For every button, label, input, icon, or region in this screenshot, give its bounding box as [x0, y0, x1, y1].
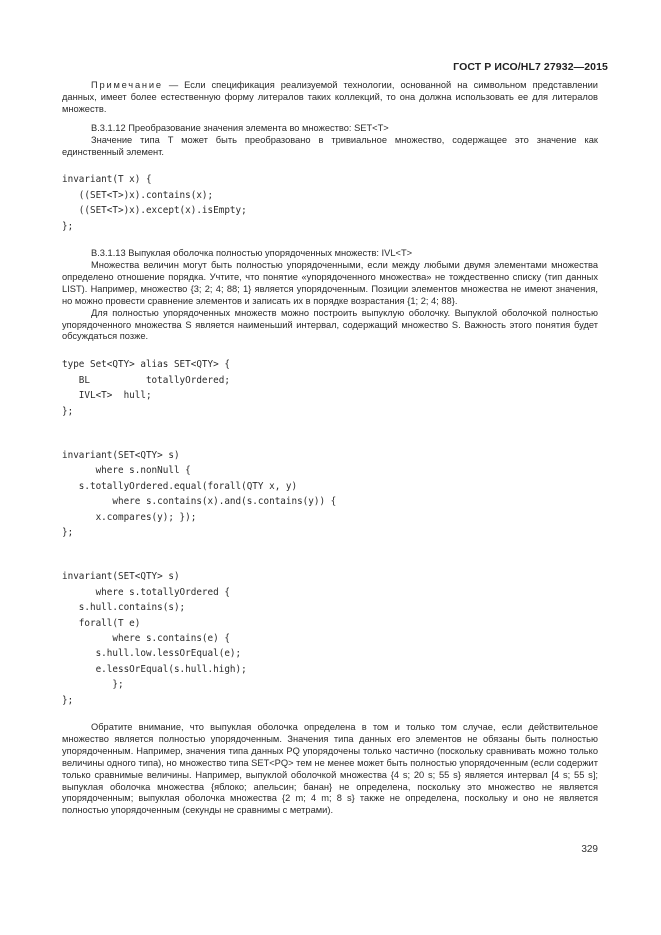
code-line: }; [62, 526, 74, 538]
code-line: where s.nonNull { [62, 465, 191, 477]
note-text: — Если спецификация реализуемой технологии, основанной на символьном представлении данных, имеет более естественную форму литералов таких коллекций, то она должна использовать ее для литералов множеств. [62, 80, 598, 114]
code-block-type-set [62, 357, 598, 419]
code-line: forall(T e) [62, 617, 141, 629]
code-line: invariant(SET<QTY> s) [62, 449, 180, 461]
code-block-invariant-nonnull [62, 448, 598, 540]
section-text-b3112: Значение типа T может быть преобразовано в тривиальное множество, содержащее это значение как единственный элемент. [62, 134, 598, 157]
code-line: type Set<QTY> alias SET<QTY> { [62, 359, 230, 371]
code-line: IVL<T> hull; [62, 390, 152, 402]
code-line: where s.contains(x).and(s.contains(y)) { [62, 496, 337, 508]
section-heading-b3113: В.3.1.13 Выпуклая оболочка полностью упорядоченных множеств: IVL<T> [91, 248, 413, 259]
code-line: e.lessOrEqual(s.hull.high); [62, 663, 247, 675]
code-line: }; [62, 679, 124, 691]
code-line: s.hull.low.lessOrEqual(e); [62, 648, 242, 660]
document-header: ГОСТ Р ИСО/HL7 27932—2015 [453, 61, 608, 73]
code-line: s.totallyOrdered.equal(forall(QTY x, y) [62, 480, 298, 492]
page-number: 329 [581, 844, 598, 855]
code-line: invariant(T x) { [62, 174, 152, 186]
closing-paragraph: Обратите внимание, что выпуклая оболочка определена в том и только том случае, если действительное множество является полностью упорядоченным. Значения типа данных его элементов не обязаны быть полностью упорядоченным. Например, значения типа данных PQ упорядочены только частично (поскольку сравнивать можно только величины одного типа), но множество типа SET<PQ> тем не менее может быть полностью упорядоченным (если содержит только сравнимые величины. Например, выпуклой оболочкой множества {4 s; 20 s; 55 s} является интервал [4 s; 55 s]; выпуклая оболочка множества {яблоко; апельсин; банан} не определена, поскольку это множество не является упорядоченным; выпуклая оболочка множества {2 m; 4 m; 8 s} также не определена, поскольку и оно не является полностью упорядоченным (секунды не сравнимы с метрами). [62, 722, 598, 816]
section-para-2-b3113: Для полностью упорядоченных множеств можно построить выпуклую оболочку. Выпуклой оболочкой полностью упорядоченного множества S является наименьший интервал, содержащий множество S. Важность этого понятия будет обсуждаться позже. [62, 307, 598, 342]
section-para-1-b3113: Множества величин могут быть полностью упорядоченными, если между любыми двумя элементами множества определено отношение порядка. Учтите, что понятие «упорядоченного множества» не тождественно списку (тип данных LIST). Например, множество {3; 2; 4; 88; 1} является упорядоченным. Позиции элементов множества не имеют значения, но можно провести сравнение элементов и записать их в порядке возрастания {1; 2; 4; 88}. [62, 259, 598, 306]
code-line: }; [62, 405, 74, 417]
code-line: }; [62, 694, 74, 706]
code-block-invariant-T [62, 172, 598, 234]
code-line: invariant(SET<QTY> s) [62, 571, 180, 583]
code-line: where s.totallyOrdered { [62, 586, 230, 598]
note-label: Примечание [91, 80, 163, 90]
code-line: x.compares(y); }); [62, 511, 197, 523]
code-line: BL totallyOrdered; [62, 374, 230, 386]
note-paragraph [62, 80, 598, 116]
code-line: }; [62, 220, 74, 232]
code-line: s.hull.contains(s); [62, 602, 186, 614]
page-content [62, 80, 598, 817]
code-block-invariant-ordered [62, 569, 598, 708]
code-line: ((SET<T>)x).except(x).isEmpty; [62, 205, 247, 217]
code-line: where s.contains(e) { [62, 633, 230, 644]
code-line: ((SET<T>)x).contains(x); [62, 189, 214, 201]
section-heading-b3112: В.3.1.12 Преобразование значения элемента во множество: SET<T> [91, 122, 389, 133]
